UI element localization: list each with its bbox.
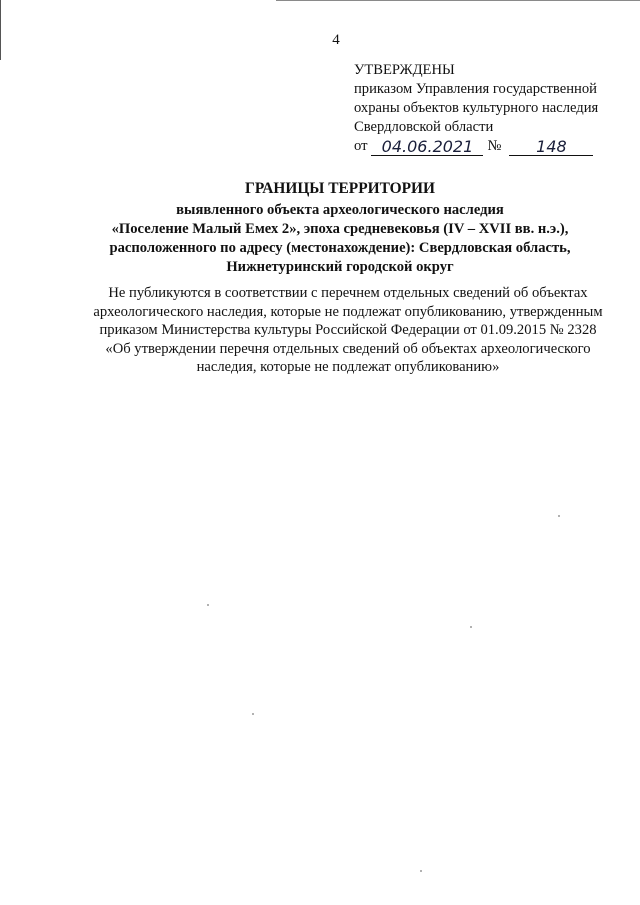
number-prefix: № [487,138,502,154]
non-publication-notice [48,284,640,377]
notice-line: приказом Министерства культуры Российской Федерации от 01.09.2015 № 2328 [99,322,597,338]
approval-line: приказом Управления государственной [354,81,597,97]
document-title-block [40,179,640,277]
document-title: ГРАНИЦЫ ТЕРРИТОРИИ [245,180,435,197]
approval-date-number-row [354,137,634,156]
notice-line: археологического наследия, которые не подлежат опубликованию, утвержденным [93,303,603,320]
handwritten-date: 04.06.2021 [371,138,483,156]
scan-speck [420,870,422,872]
title-line: «Поселение Малый Емех 2», эпоха средневековья (IV – XVII вв. н.э.), [111,221,569,237]
scan-speck [558,515,560,517]
title-line: выявленного объекта археологического наследия [176,202,504,218]
notice-line: Не публикуются в соответствии с перечнем отдельных сведений об объектах [108,285,588,301]
handwritten-order-number: 148 [509,138,593,156]
approval-line: охраны объектов культурного наследия [354,100,599,116]
notice-line: «Об утверждении перечня отдельных сведений об объектах археологического [105,340,591,357]
title-line: Нижнетуринский городской округ [226,259,454,275]
date-prefix: от [354,138,368,154]
scan-speck [207,604,209,606]
approval-line: Свердловской области [354,119,494,135]
notice-line: наследия, которые не подлежат опубликованию» [196,359,500,375]
scan-speck [470,626,472,628]
approval-heading: УТВЕРЖДЕНЫ [354,62,455,78]
scan-border-left [0,0,1,60]
title-line: расположенного по адресу (местонахождение): Свердловская область, [109,240,571,256]
approval-stamp-block [354,61,634,156]
scan-border-top [276,0,640,1]
page-number: 4 [332,32,340,48]
scan-speck [252,713,254,715]
